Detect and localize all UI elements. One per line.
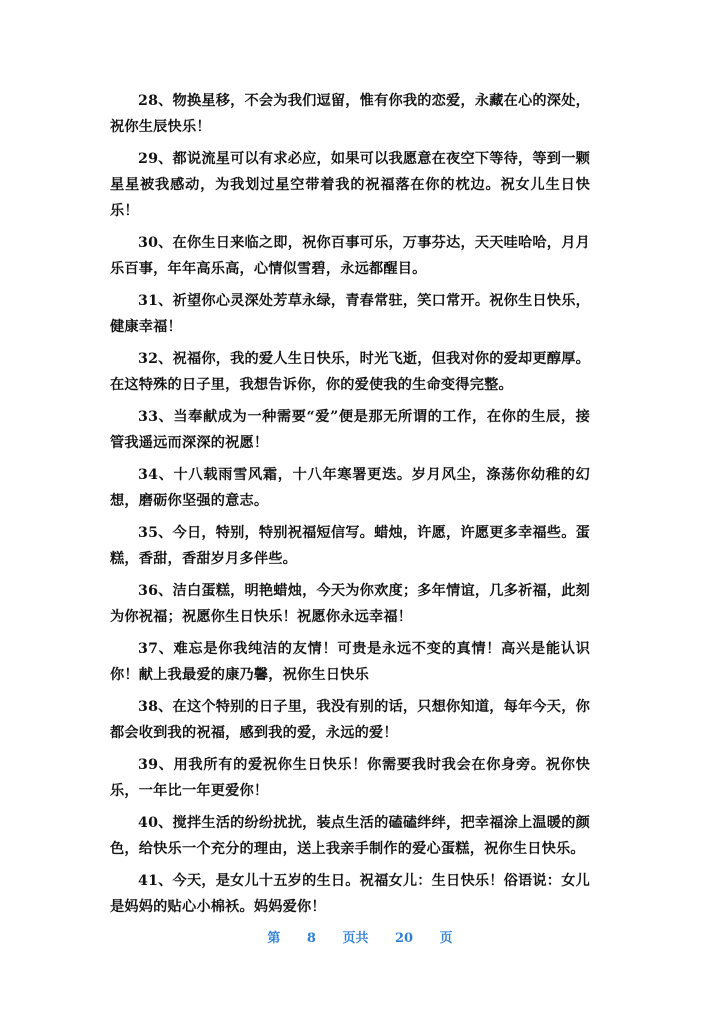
paragraph-32: 32、祝福你，我的爱人生日快乐，时光飞逝，但我对你的爱却更醇厚。在这特殊的日子里，我想告诉你，你的爱使我的生命变得完整。 — [110, 351, 590, 393]
paragraph-28: 28、物换星移，不会为我们逗留，惟有你我的恋爱，永藏在心的深处，祝你生辰快乐！ — [110, 93, 590, 135]
paragraph-40: 40、搅拌生活的纷纷扰扰，装点生活的磕磕绊绊，把幸福涂上温暖的颜色，给快乐一个充分的理由，送上我亲手制作的爱心蛋糕，祝你生日快乐。 — [110, 815, 590, 857]
paragraph-34: 34、十八载雨雪风霜，十八年寒署更迭。岁月风尘，涤荡你幼稚的幻想，磨砺你坚强的意志。 — [110, 467, 590, 509]
paragraph-39: 39、用我所有的爱祝你生日快乐！你需要我时我会在你身旁。祝你快乐，一年比一年更爱你！ — [110, 757, 590, 799]
footer-prefix: 第 — [267, 931, 281, 946]
footer-suffix: 页 — [439, 931, 453, 946]
body-text — [110, 88, 590, 926]
paragraph-36: 36、洁白蛋糕，明艳蜡烛，今天为你欢度；多年情谊，几多祈福，此刻为你祝福；祝愿你生日快乐！祝愿你永远幸福！ — [110, 583, 590, 625]
paragraph-38: 38、在这个特别的日子里，我没有别的话，只想你知道，每年今天，你都会收到我的祝福，感到我的爱，永远的爱！ — [110, 699, 590, 741]
current-page-number: 8 — [306, 931, 316, 946]
paragraph-31: 31、祈望你心灵深处芳草永绿，青春常驻，笑口常开。祝你生日快乐，健康幸福！ — [110, 293, 590, 335]
paragraph-41: 41、今天，是女儿十五岁的生日。祝福女儿：生日快乐！俗语说：女儿是妈妈的贴心小棉袄。妈妈爱你！ — [110, 873, 590, 915]
paragraph-35: 35、今日，特别，特别祝福短信写。蜡烛，许愿，许愿更多幸福些。蛋糕，香甜，香甜岁月多伴些。 — [110, 525, 590, 567]
paragraph-37: 37、难忘是你我纯洁的友情！可贵是永远不变的真情！高兴是能认识你！献上我最爱的康乃馨，祝你生日快乐 — [110, 641, 590, 683]
footer-middle: 页共 — [342, 931, 369, 946]
paragraph-30: 30、在你生日来临之即，祝你百事可乐，万事芬达，天天哇哈哈，月月乐百事，年年高乐高，心情似雪碧，永远都醒目。 — [110, 235, 590, 277]
paragraph-29: 29、都说流星可以有求必应，如果可以我愿意在夜空下等待，等到一颗星星被我感动，为我划过星空带着我的祝福落在你的枕边。祝女儿生日快乐！ — [110, 151, 590, 219]
total-page-count: 20 — [395, 931, 414, 946]
page-footer — [0, 927, 720, 946]
paragraph-33: 33、当奉献成为一种需要“爱”便是那无所谓的工作，在你的生辰，接管我遥远而深深的祝愿！ — [110, 409, 590, 451]
